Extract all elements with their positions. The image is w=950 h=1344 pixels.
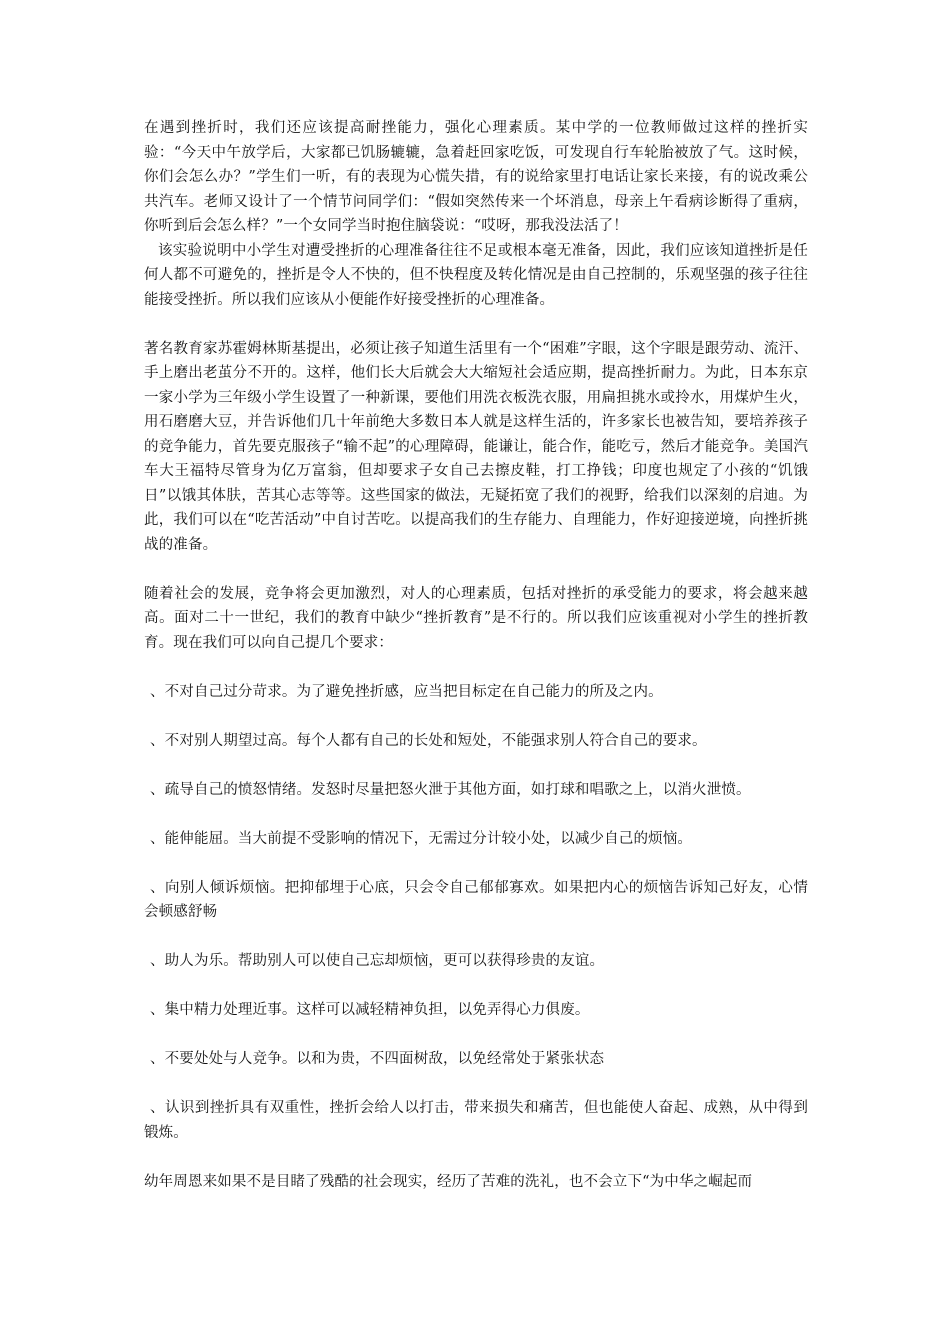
paragraph-zhou-enlai: 幼年周恩来如果不是目睹了残酷的社会现实，经历了苦难的洗礼，也不会立下“为中华之崛起而 [144,1173,753,1190]
paragraph-sukhomlinsky: 著名教育家苏霍姆林斯基提出，必须让孩子知道生活里有一个“困难”字眼，这个字眼是跟劳动、流汗、手上磨出老茧分不开的。这样，他们长大后就会大大缩短社会适应期，提高挫折耐力。为此，日本东京一家小学为三年级小学生设置了一种新课，要他们用洗衣板洗衣服，用扁担挑水或拎水，用煤炉生火，用石磨磨大豆，并告诉他们几十年前绝大多数日本人就是这样生活的，许多家长也被告知，要培养孩子的竞争能力，首先要克服孩子“输不起”的心理障碍，能谦让，能合作，能吃亏，然后才能竞争。美国汽车大王福特尽管身为亿万富翁，但却要求子女自己去擦皮鞋，打工挣钱；印度也规定了小孩的“饥饿日”以饿其体肤，苦其心志等等。这些国家的做法，无疑拓宽了我们的视野，给我们以深刻的启迪。为此，我们可以在“吃苦活动”中自讨苦吃。以提高我们的生存能力、自理能力，作好迎接逆境，向挫折挑战的准备。 [144,340,808,553]
list-item: 、不对别人期望过高。每个人都有自己的长处和短处，不能强求别人符合自己的要求。 [150,732,707,749]
document-body [144,116,808,1194]
list-item: 、不对自己过分苛求。为了避免挫折感，应当把目标定在自己能力的所及之内。 [150,683,663,700]
list-item: 、不要处处与人竞争。以和为贵，不四面树敌，以免经常处于紧张状态 [150,1051,605,1067]
list-item: 、向别人倾诉烦恼。把抑郁埋于心底，只会令自己郁郁寡欢。如果把内心的烦恼告诉知己好友，心情会顿感舒畅 [144,879,808,920]
paragraph-experiment-conclusion: 该实验说明中小学生对遭受挫折的心理准备往往不足或根本毫无准备，因此，我们应该知道挫折是任何人都不可避免的，挫折是令人不快的，但不快程度及转化情况是由自己控制的，乐观坚强的孩子往往能接受挫折。所以我们应该从小便能作好接受挫折的心理准备。 [144,242,808,308]
list-item: 、集中精力处理近事。这样可以减轻精神负担，以免弄得心力俱废。 [150,1002,590,1018]
list-item: 、能伸能屈。当大前提不受影响的情况下，无需过分计较小处，以减少自己的烦恼。 [150,830,693,847]
paragraph-social-development: 随着社会的发展，竞争将会更加激烈，对人的心理素质，包括对挫折的承受能力的要求，将会越来越高。面对二十一世纪，我们的教育中缺少“挫折教育”是不行的。所以我们应该重视对小学生的挫折教育。现在我们可以向自己提几个要求： [144,585,808,651]
paragraph-experiment: 在遇到挫折时，我们还应该提高耐挫能力，强化心理素质。某中学的一位教师做过这样的挫折实验：“今天中午放学后，大家都已饥肠辘辘，急着赶回家吃饭，可发现自行车轮胎被放了气。这时候，你们会怎么办？”学生们一听，有的表现为心慌失措，有的说给家里打电话让家长来接，有的说改乘公共汽车。老师又设计了一个情节问同学们：“假如突然传来一个坏消息，母亲上午看病诊断得了重病，你听到后会怎么样？”一个女同学当时抱住脑袋说：“哎呀，那我没法活了！ [144,120,808,234]
list-item: 、助人为乐。帮助别人可以使自己忘却烦恼，更可以获得珍贵的友谊。 [150,953,605,969]
list-item: 、认识到挫折具有双重性，挫折会给人以打击，带来损失和痛苦，但也能使人奋起、成熟，从中得到锻炼。 [144,1100,808,1141]
list-item: 、疏导自己的愤怒情绪。发怒时尽量把怒火泄于其他方面，如打球和唱歌之上，以消火泄愤。 [150,781,751,798]
